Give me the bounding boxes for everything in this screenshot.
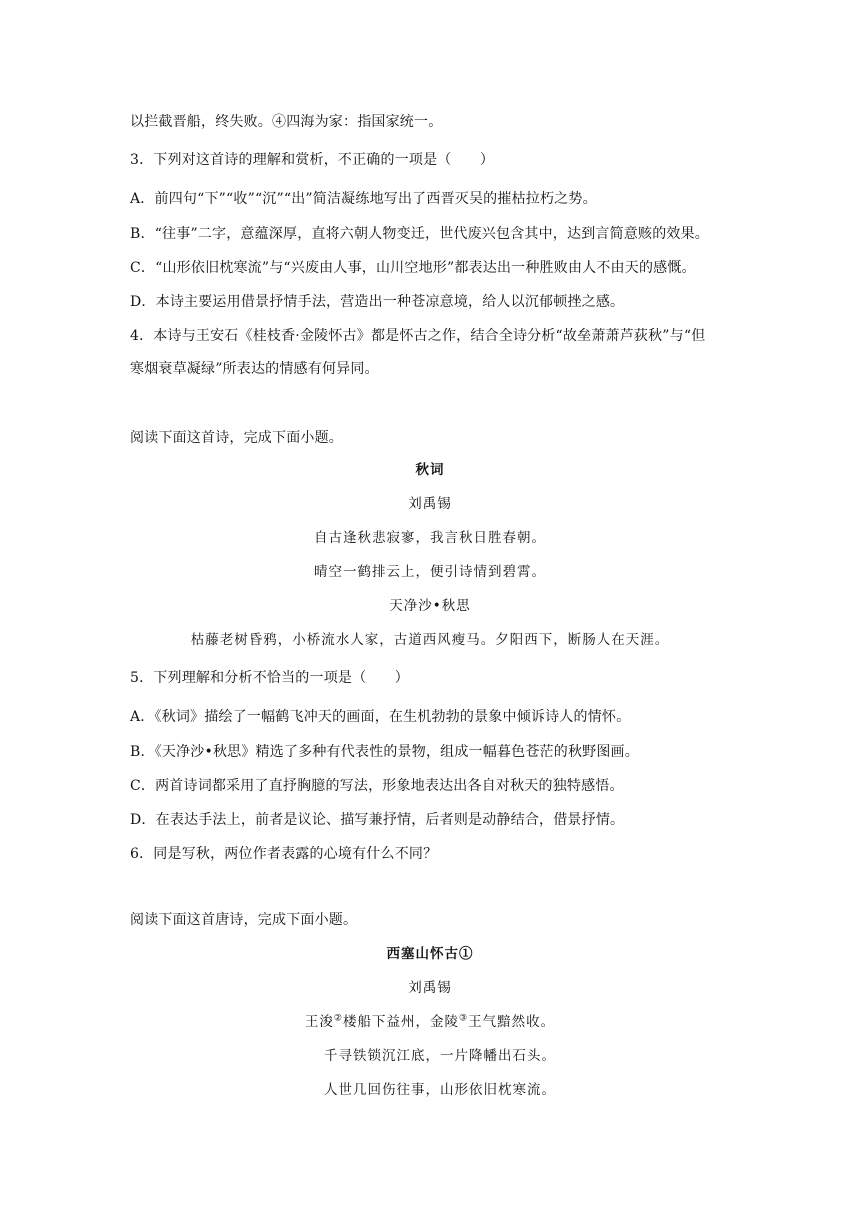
option-3c: C．“山形依旧枕寒流”与“兴废由人事，山川空地形”都表达出一种胜败由人不由天的感慨。 — [130, 260, 696, 276]
option-5d: D．在表达手法上，前者是议论、描写兼抒情，后者则是动静结合，借景抒情。 — [130, 812, 625, 828]
option-3a: A．前四句“下”“收”“沉”“出”简洁凝练地写出了西晋灭吴的摧枯拉朽之势。 — [130, 191, 597, 207]
poem3-line2: 千寻铁锁沉江底，一片降幡出石头。 — [324, 1048, 556, 1064]
reading-instruction-2: 阅读下面这首唐诗，完成下面小题。 — [130, 912, 358, 928]
poem3-line3: 人世几回伤往事，山形依旧枕寒流。 — [324, 1082, 556, 1098]
poem3-title: 西塞山怀古① — [386, 946, 474, 962]
footnote-line: 以拦截晋船，终失败。④四海为家：指国家统一。 — [130, 114, 443, 130]
poem2-title-qiusi: 天净沙•秋思 — [389, 598, 471, 614]
option-3b: B．“往事”二字，意蕴深厚，直将六朝人物变迁，世代废兴包含其中，达到言简意赅的效果。 — [130, 226, 709, 242]
poem1-author: 刘禹锡 — [408, 496, 452, 512]
poem2-line1-qiusi: 枯藤老树昏鸦，小桥流水人家，古道西风瘦马。夕阳西下，断肠人在天涯。 — [190, 632, 670, 648]
poem1-line2: 晴空一鹤排云上，便引诗情到碧霄。 — [314, 564, 546, 580]
poem1-line1: 自古逢秋悲寂寥，我言秋日胜春朝。 — [314, 530, 546, 546]
poem1-title: 秋词 — [415, 462, 445, 478]
question-5: 5．下列理解和分析不恰当的一项是（ ） — [130, 670, 409, 686]
option-5b: B．《天净沙•秋思》精选了多种有代表性的景物，组成一幅暮色苍茫的秋野图画。 — [130, 744, 639, 760]
question-6: 6．同是写秋，两位作者表露的心境有什么不同？ — [130, 846, 438, 862]
question-4-cont: 寒烟衰草凝绿”所表达的情感有何异同。 — [130, 361, 379, 377]
question-3: 3．下列对这首诗的理解和赏析，不正确的一项是（ ） — [130, 152, 495, 168]
footnote-mark-2: ② — [333, 1013, 343, 1024]
option-5c: C．两首诗词都采用了直抒胸臆的写法，形象地表达出各自对秋天的独特感悟。 — [130, 778, 624, 794]
option-5a: A．《秋词》描绘了一幅鹤飞冲天的画面，在生机勃勃的景象中倾诉诗人的情怀。 — [130, 709, 631, 725]
poem3-author: 刘禹锡 — [408, 980, 452, 996]
question-4: 4．本诗与王安石《桂枝香·金陵怀古》都是怀古之作，结合全诗分析“故垒萧萧芦荻秋”与“但 — [130, 328, 706, 344]
reading-instruction-1: 阅读下面这首诗，完成下面小题。 — [130, 430, 343, 446]
footnote-mark-3: ③ — [459, 1013, 469, 1024]
option-3d: D．本诗主要运用借景抒情手法，营造出一种苍凉意境，给人以沉郁顿挫之感。 — [130, 294, 625, 310]
poem3-line1: 王浚②楼船下益州，金陵③王气黯然收。 — [304, 1013, 556, 1030]
